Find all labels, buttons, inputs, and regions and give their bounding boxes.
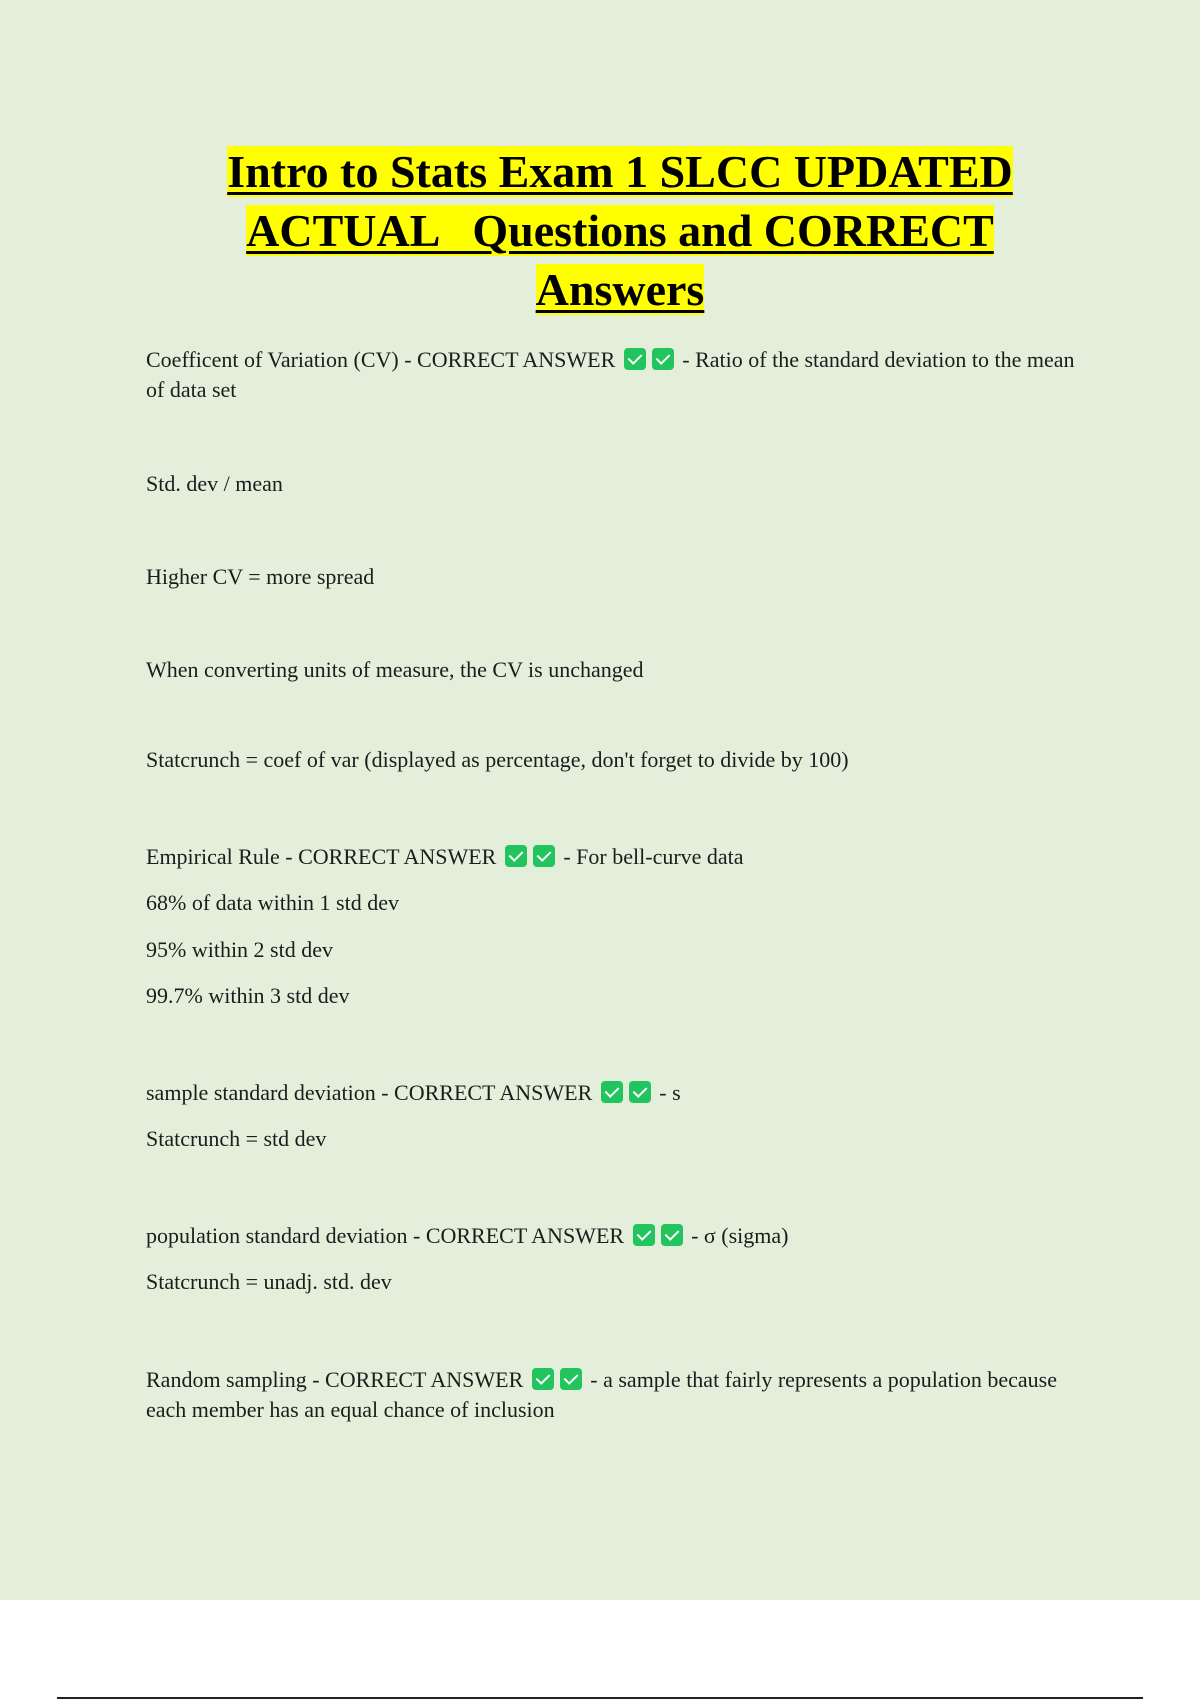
qa-term: sample standard deviation - CORRECT ANSWER bbox=[146, 1080, 593, 1105]
title-line-3: Answers bbox=[535, 264, 705, 315]
check-box-icon bbox=[533, 845, 555, 867]
qa-definition: - a sample that fairly represents a population because each member has an equal chance of inclusion bbox=[146, 1367, 1057, 1422]
qa-term: population standard deviation - CORRECT ANSWER bbox=[146, 1223, 625, 1248]
check-box-icon bbox=[532, 1368, 554, 1390]
qa-item-random-sampling bbox=[146, 1365, 1076, 1425]
qa-item-empirical-rule bbox=[146, 842, 1076, 872]
qa-note: 99.7% within 3 std dev bbox=[146, 983, 350, 1008]
qa-note: When converting units of measure, the CV is unchanged bbox=[146, 657, 644, 682]
check-box-icon bbox=[560, 1368, 582, 1390]
qa-note: Statcrunch = std dev bbox=[146, 1126, 327, 1151]
qa-definition: - σ (sigma) bbox=[691, 1223, 789, 1248]
check-box-icon bbox=[601, 1081, 623, 1103]
check-box-icon bbox=[652, 348, 674, 370]
qa-term: Coefficent of Variation (CV) - CORRECT ANSWER bbox=[146, 347, 616, 372]
qa-item-population-sd bbox=[146, 1221, 1076, 1251]
page-divider bbox=[57, 1697, 1143, 1699]
qa-note: Higher CV = more spread bbox=[146, 564, 375, 589]
qa-note: Std. dev / mean bbox=[146, 471, 283, 496]
qa-definition: - Ratio of the standard deviation to the mean of data set bbox=[146, 347, 1075, 402]
qa-term: Random sampling - CORRECT ANSWER bbox=[146, 1367, 524, 1392]
qa-note: Statcrunch = unadj. std. dev bbox=[146, 1269, 392, 1294]
title-line-1: Intro to Stats Exam 1 SLCC UPDATED bbox=[227, 146, 1013, 197]
title-line-2: ACTUAL Questions and CORRECT bbox=[246, 205, 994, 256]
document-title bbox=[90, 142, 1150, 319]
check-box-icon bbox=[661, 1224, 683, 1246]
qa-note: 95% within 2 std dev bbox=[146, 937, 333, 962]
qa-definition: - s bbox=[659, 1080, 681, 1105]
qa-item-sample-sd bbox=[146, 1078, 1076, 1108]
qa-term: Empirical Rule - CORRECT ANSWER bbox=[146, 844, 497, 869]
check-box-icon bbox=[624, 348, 646, 370]
qa-item-cv bbox=[146, 345, 1076, 405]
check-box-icon bbox=[633, 1224, 655, 1246]
qa-note: Statcrunch = coef of var (displayed as percentage, don't forget to divide by 100) bbox=[146, 747, 849, 772]
check-box-icon bbox=[505, 845, 527, 867]
qa-note: 68% of data within 1 std dev bbox=[146, 890, 399, 915]
check-box-icon bbox=[629, 1081, 651, 1103]
qa-definition: - For bell-curve data bbox=[563, 844, 744, 869]
